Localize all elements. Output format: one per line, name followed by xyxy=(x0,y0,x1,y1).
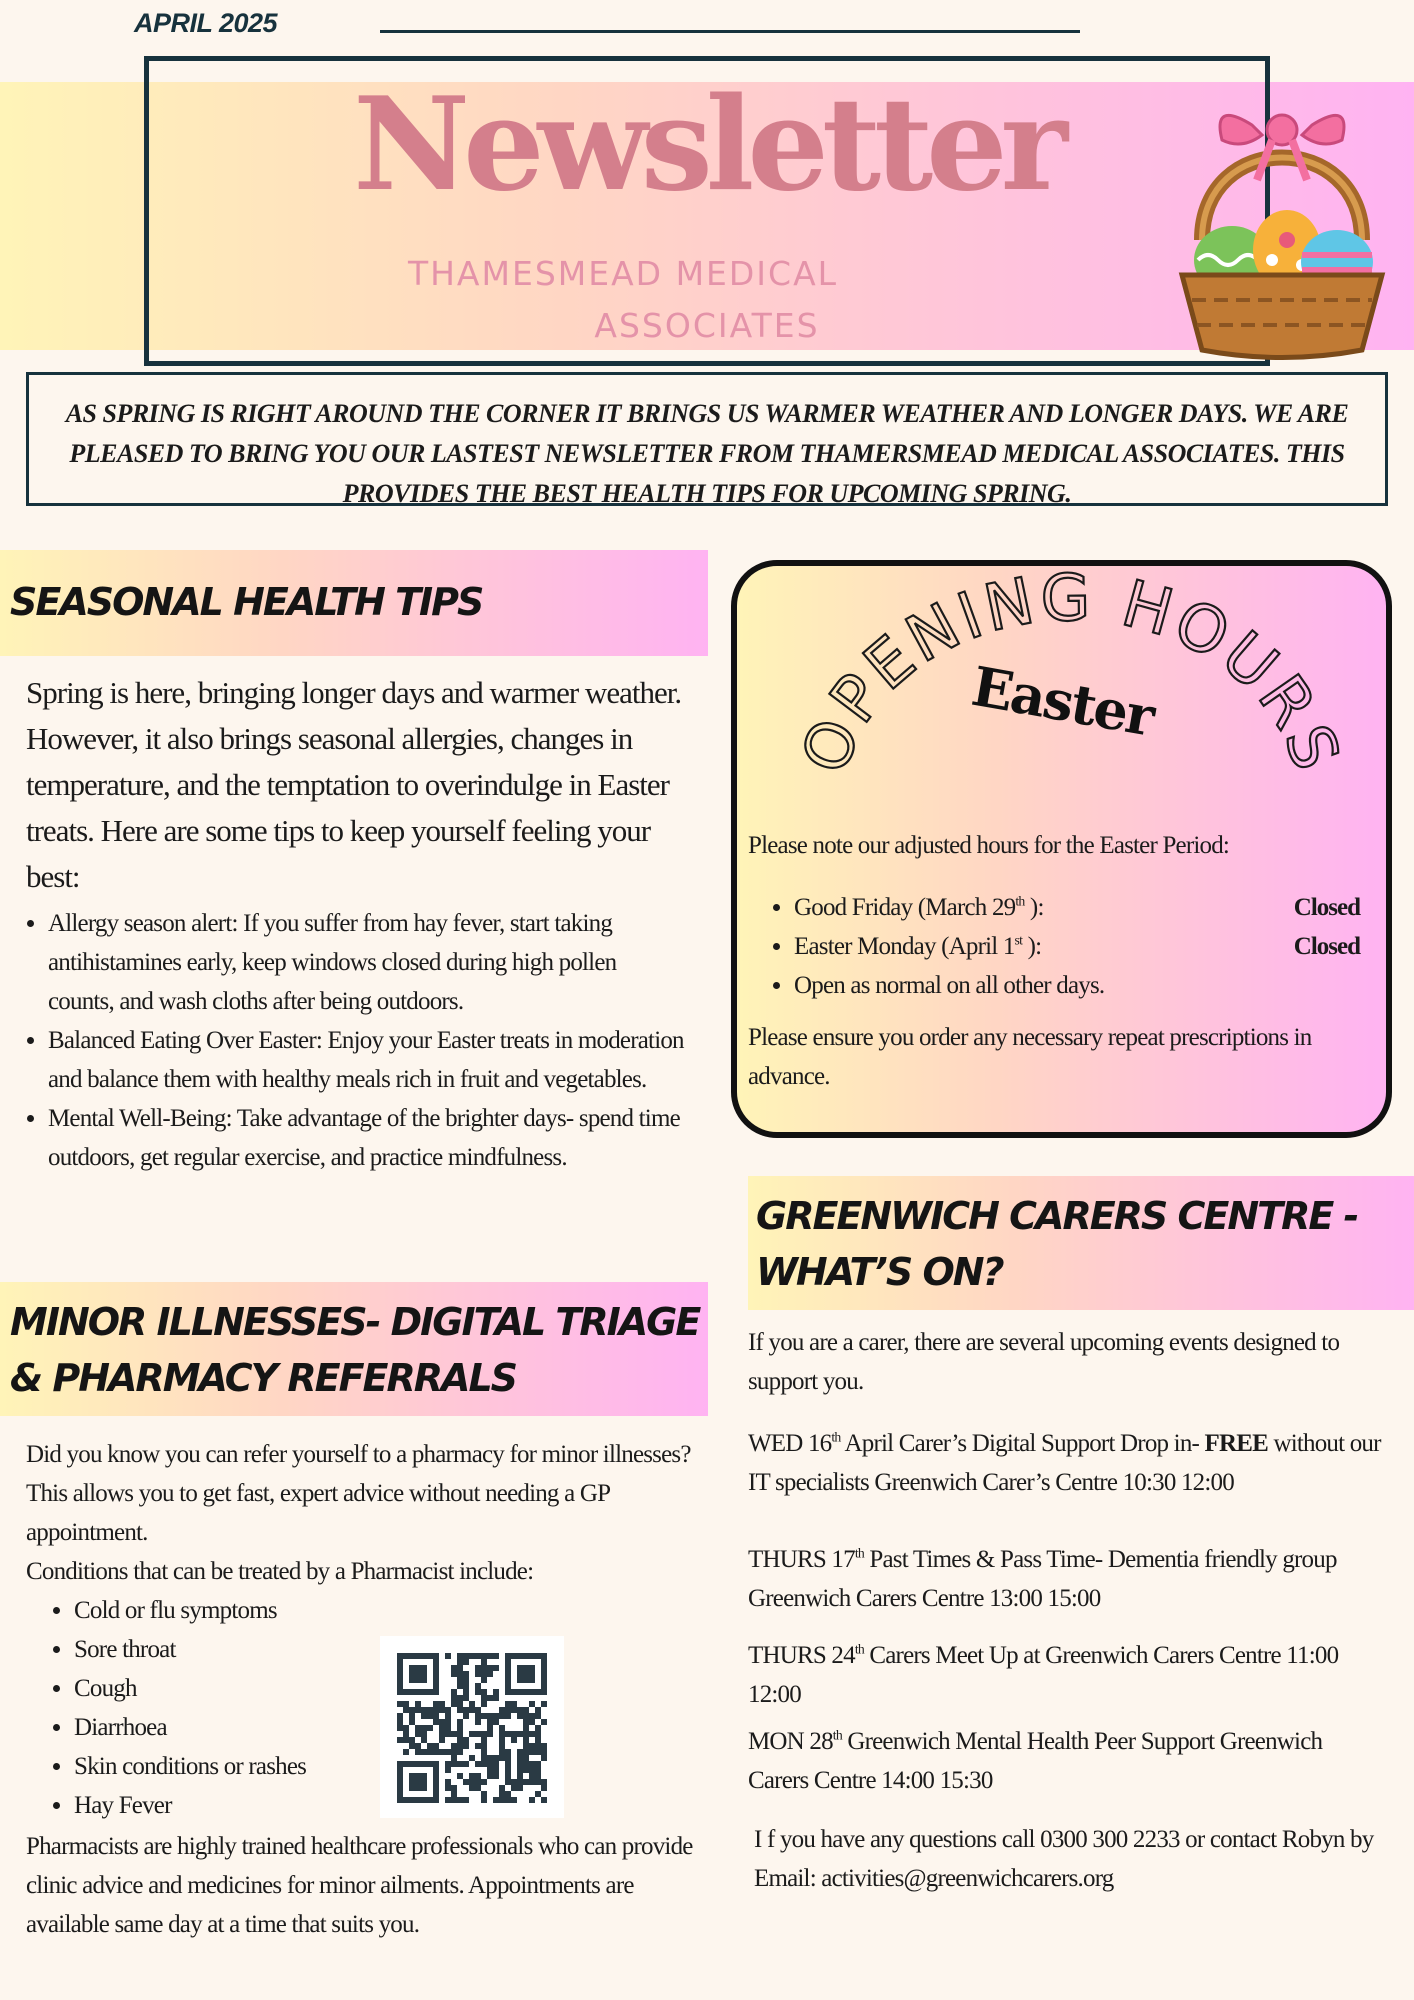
practice-name-line2: ASSOCIATES xyxy=(594,306,820,345)
newsletter-title: Newsletter xyxy=(353,70,1061,220)
carers-contact: I f you have any questions call 0300 300 2233 or contact Robyn by Email: activities@greenwichcarers.org xyxy=(754,1826,1374,1892)
conditions-list xyxy=(50,1591,380,1825)
easter-basket-icon xyxy=(1162,100,1402,360)
minor-heading-line2: & PHARMACY REFERRALS xyxy=(10,1356,517,1400)
hours-note: Please note our adjusted hours for the Easter Period: xyxy=(748,832,1230,859)
seasonal-tips-heading: SEASONAL HEALTH TIPS xyxy=(0,550,708,656)
conditions-label: Conditions that can be treated by a Pharmacist include: xyxy=(26,1558,534,1585)
prescriptions-reminder: Please ensure you order any necessary repeat prescriptions in advance. xyxy=(748,1024,1312,1090)
minor-intro-text: Did you know you can refer yourself to a pharmacy for minor illnesses? This allows you to get fast, expert advice without needing a GP appointment. xyxy=(26,1441,691,1546)
intro-message: AS SPRING IS RIGHT AROUND THE CORNER IT BRINGS US WARMER WEATHER AND LONGER DAYS. WE ARE PLEASED TO BRING YOU OUR LASTEST NEWSLETTER FROM THAMERSMEAD MEDICAL ASSOCIATES. THIS PROVIDES THE BEST HEALTH TIPS FOR UPCOMING SPRING. xyxy=(26,372,1388,506)
hours-list xyxy=(770,888,1360,1005)
minor-heading-line1: MINOR ILLNESSES- DIGITAL TRIAGE xyxy=(10,1300,700,1344)
list-item: • Allergy season alert: If you suffer from hay fever, start taking antihistamines early, keep windows closed during high pollen counts, and wash cloths after being outdoors. xyxy=(48,904,684,1021)
hours-row: • Easter Monday (April 1st ): Closed xyxy=(794,927,1360,966)
carers-heading-line2: WHAT’S ON? xyxy=(756,1250,1003,1294)
event-item: THURS 24th Carers Meet Up at Greenwich Carers Centre 11:00 12:00 xyxy=(748,1641,1339,1708)
pharmacist-info: Pharmacists are highly trained healthcare professionals who can provide clinic advice and medicines for minor ailments. Appointments are available same day at a time that suits you. xyxy=(26,1833,693,1938)
practice-name-line1: THAMESMEAD MEDICAL xyxy=(407,254,839,293)
hours-row: • Open as normal on all other days. xyxy=(794,966,1360,1005)
list-item: • Cold or flu symptoms xyxy=(74,1591,380,1630)
seasonal-intro-paragraph: Spring is here, bringing longer days and warmer weather. However, it also brings seasonal allergies, changes in temperature, and the temptation to overindulge in Easter treats. Here are some tips to keep yourself feeling your best: xyxy=(26,675,682,894)
issue-date: APRIL 2025 xyxy=(134,8,278,38)
list-item: • Skin conditions or rashes xyxy=(74,1747,380,1786)
event-item: WED 16th April Carer’s Digital Support Drop in- FREE without our IT specialists Greenwich Carer’s Centre 10:30 12:00 xyxy=(748,1429,1381,1496)
hours-row: • Good Friday (March 29th ): Closed xyxy=(794,888,1360,927)
opening-hours-title xyxy=(731,560,1392,860)
carers-intro: If you are a carer, there are several upcoming events designed to support you. xyxy=(748,1329,1340,1395)
list-item: • Diarrhoea xyxy=(74,1708,380,1747)
seasonal-tips-list xyxy=(24,904,684,1177)
easter-label: Easter xyxy=(967,653,1158,749)
list-item: • Sore throat xyxy=(74,1630,380,1669)
event-item: THURS 17th Past Times & Pass Time- Dementia friendly group Greenwich Carers Centre 13:00 15:00 xyxy=(748,1545,1337,1612)
event-item: MON 28th Greenwich Mental Health Peer Support Greenwich Carers Centre 14:00 15:30 xyxy=(748,1727,1323,1794)
opening-hours-arc-text: OPENING HOURS xyxy=(788,561,1354,784)
minor-intro xyxy=(26,1435,706,1591)
minor-illnesses-heading xyxy=(0,1282,708,1416)
list-item: • Cough xyxy=(74,1669,380,1708)
list-item: • Balanced Eating Over Easter: Enjoy your Easter treats in moderation and balance them with healthy meals rich in fruit and vegetables. xyxy=(48,1021,684,1099)
list-item: • Mental Well-Being: Take advantage of the brighter days- spend time outdoors, get regular exercise, and practice mindfulness. xyxy=(48,1099,684,1177)
list-item: • Hay Fever xyxy=(74,1786,380,1825)
status-badge: Closed xyxy=(1293,894,1360,921)
status-badge: Closed xyxy=(1293,933,1360,960)
qr-code-icon xyxy=(380,1636,564,1818)
carers-heading-line1: GREENWICH CARERS CENTRE - xyxy=(756,1194,1358,1238)
header-rule xyxy=(380,30,1080,33)
carers-centre-heading xyxy=(748,1176,1414,1310)
